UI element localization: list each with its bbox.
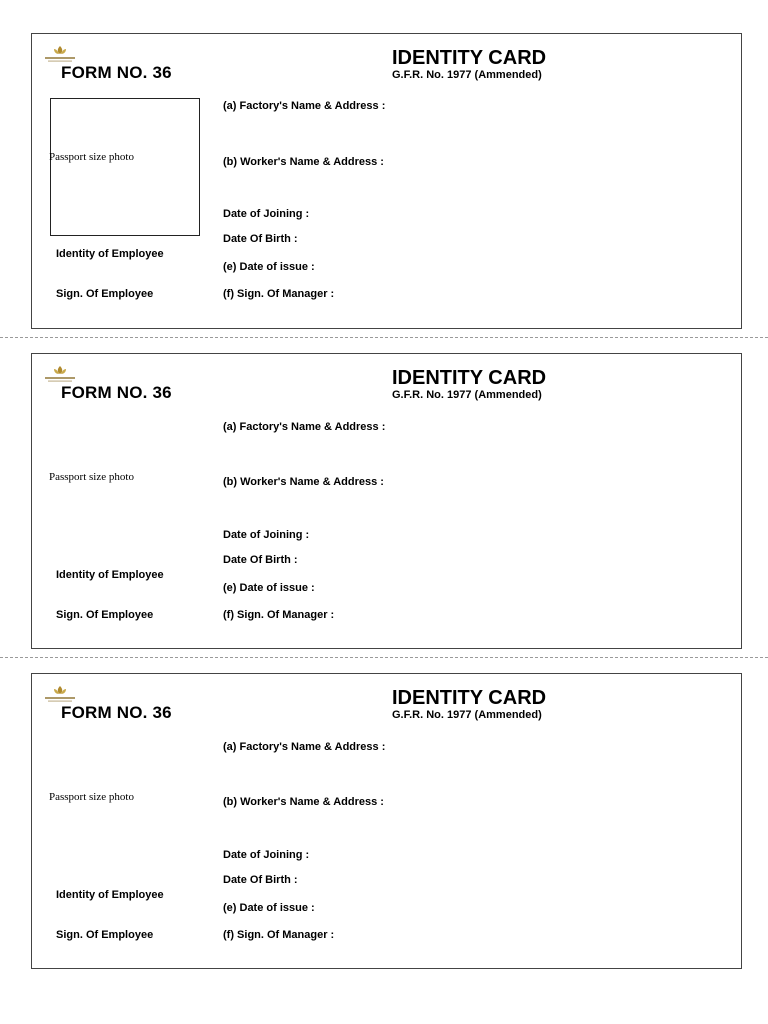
photo-label: Passport size photo bbox=[49, 151, 134, 163]
card-title: IDENTITY CARD bbox=[392, 687, 547, 709]
manager-sign-label: (f) Sign. Of Manager : bbox=[223, 609, 335, 621]
worker-name-address-label: (b) Worker's Name & Address : bbox=[223, 796, 384, 808]
company-logo-icon bbox=[41, 43, 79, 65]
cut-line bbox=[0, 337, 768, 338]
date-of-birth-label: Date Of Birth : bbox=[223, 233, 298, 245]
manager-sign-label: (f) Sign. Of Manager : bbox=[223, 929, 335, 941]
identity-of-employee-label: Identity of Employee bbox=[56, 889, 164, 901]
cut-line bbox=[0, 657, 768, 658]
gfr-reference: G.F.R. No. 1977 (Ammended) bbox=[392, 709, 542, 721]
employee-sign-label: Sign. Of Employee bbox=[56, 929, 154, 941]
photo-label: Passport size photo bbox=[49, 471, 134, 483]
date-of-joining-label: Date of Joining : bbox=[223, 208, 310, 220]
photo-label: Passport size photo bbox=[49, 791, 134, 803]
company-logo-icon bbox=[41, 363, 79, 385]
date-of-issue-label: (e) Date of issue : bbox=[223, 582, 315, 594]
form-number: FORM NO. 36 bbox=[61, 383, 172, 402]
worker-name-address-label: (b) Worker's Name & Address : bbox=[223, 476, 384, 488]
date-of-birth-label: Date Of Birth : bbox=[223, 554, 298, 566]
identity-of-employee-label: Identity of Employee bbox=[56, 248, 164, 260]
employee-sign-label: Sign. Of Employee bbox=[56, 609, 154, 621]
identity-card-1 bbox=[31, 33, 742, 329]
company-logo-icon bbox=[41, 683, 79, 705]
card-title: IDENTITY CARD bbox=[392, 367, 547, 389]
gfr-reference: G.F.R. No. 1977 (Ammended) bbox=[392, 69, 542, 81]
date-of-birth-label: Date Of Birth : bbox=[223, 874, 298, 886]
photo-box bbox=[50, 98, 200, 236]
identity-card-2 bbox=[31, 353, 742, 649]
date-of-joining-label: Date of Joining : bbox=[223, 849, 310, 861]
form-number: FORM NO. 36 bbox=[61, 703, 172, 722]
date-of-issue-label: (e) Date of issue : bbox=[223, 261, 315, 273]
manager-sign-label: (f) Sign. Of Manager : bbox=[223, 288, 335, 300]
date-of-joining-label: Date of Joining : bbox=[223, 529, 310, 541]
gfr-reference: G.F.R. No. 1977 (Ammended) bbox=[392, 389, 542, 401]
identity-of-employee-label: Identity of Employee bbox=[56, 569, 164, 581]
factory-name-address-label: (a) Factory's Name & Address : bbox=[223, 741, 386, 753]
form-number: FORM NO. 36 bbox=[61, 63, 172, 82]
factory-name-address-label: (a) Factory's Name & Address : bbox=[223, 100, 386, 112]
employee-sign-label: Sign. Of Employee bbox=[56, 288, 154, 300]
identity-card-3 bbox=[31, 673, 742, 969]
worker-name-address-label: (b) Worker's Name & Address : bbox=[223, 156, 384, 168]
factory-name-address-label: (a) Factory's Name & Address : bbox=[223, 421, 386, 433]
card-title: IDENTITY CARD bbox=[392, 47, 547, 69]
date-of-issue-label: (e) Date of issue : bbox=[223, 902, 315, 914]
